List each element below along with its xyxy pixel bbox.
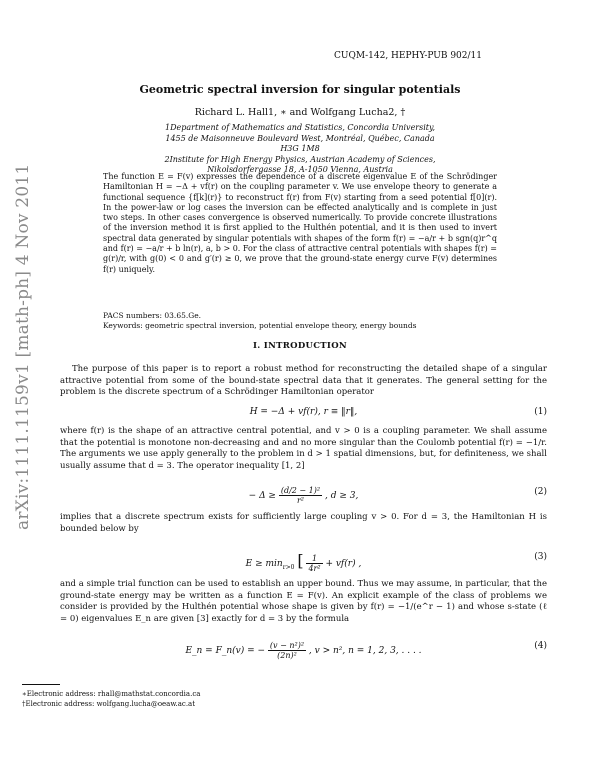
- paragraph-1: The purpose of this paper is to report a robust method for reconstructing the detailed shape of a singular attractive potential from some of the bound-state spectral data that it generates. The general setting for the problem is the discrete spectrum of a Schrödinger Hamiltonian operator: [60, 364, 547, 397]
- affiliation-2: 2Institute for High Energy Physics, Austrian Academy of Sciences, Nikolsdorfergasse 18, A-1050 Vienna, Austria: [164, 154, 436, 174]
- pacs-numbers: PACS numbers: 03.65.Ge.: [103, 311, 202, 320]
- paragraph-2: where f(r) is the shape of an attractive central potential, and v > 0 is a coupling parameter. We shall assume that the potential is monotone non-decreasing and and no more singular than the Coulomb potential f(r) = −1/r. The arguments we use apply generally to the problem in d > 1 spatial dimensions, but, for definiteness, we shall usually assume that d = 3. The operator inequality [1, 2]: [60, 426, 547, 471]
- equation-4: [60, 635, 547, 663]
- equation-2: [60, 479, 547, 509]
- equation-1-body: H = −Δ + vf(r), r ≡ ‖r‖,: [249, 407, 358, 417]
- equation-3: [60, 544, 547, 574]
- abstract: The function E = F(v) expresses the dependence of a discrete eigenvalue E of the Schrödinger Hamiltonian H = −Δ + vf(r) on the coupling parameter v. We use envelope theory to generate a functional sequence {f[k](r)} to reconstruct f(r) from F(v) starting from a seed potential f[0](r). In the power-law or log cases the inversion can be effected analytically and is complete in just two steps. In other cases convergence is observed numerically. To provide concrete illustrations of the inversion method it is first applied to the Hulthén potential, and it is then used to invert spectral data generated by singular potentials with shapes of the form f(r) = −a/r + b sgn(q)r^q and f(r) = −a/r + b ln(r), a, b > 0. For the class of attractive central potentials with shapes f(r) = g(r)/r, with g(0) < 0 and g′(r) ≥ 0, we prove that the ground-state energy curve F(v) determines f(r) uniquely.: [103, 172, 497, 274]
- keywords: Keywords: geometric spectral inversion, potential envelope theory, energy bounds: [103, 321, 417, 330]
- equation-4-right: , v > n², n = 1, 2, 3, . . . .: [308, 646, 422, 656]
- equation-4-left: E_n = F_n(v) = −: [185, 646, 266, 656]
- equation-1: [60, 407, 547, 421]
- equation-2-number: (2): [534, 487, 547, 497]
- report-number: CUQM-142, HEPHY-PUB 902/11: [334, 51, 482, 61]
- equation-2-numerator: (d/2 − 1)²: [280, 486, 321, 495]
- equation-2-fraction: [279, 486, 322, 505]
- equation-4-denominator: (2n)²: [277, 651, 297, 660]
- footnote-1: ∗Electronic address: rhall@mathstat.concordia.ca: [22, 690, 201, 698]
- footnote-rule: [22, 684, 60, 685]
- paragraph-4: and a simple trial function can be used to establish an upper bound. Thus we may assume, in particular, that the ground-state energy may be written as a function E = F(v). An explicit example of the class of problems we consider is provided by the Hulthén potential whose shape is given by f(r) = −1/(e^r − 1) and whose s-state (ℓ = 0) eigenvalues E_n are given [3] exactly for d = 3 by the formula: [60, 579, 547, 624]
- equation-3-right: + vf(r) ,: [325, 559, 362, 569]
- equation-3-fraction: [306, 554, 322, 573]
- section-heading: I. INTRODUCTION: [253, 341, 347, 351]
- equation-2-right: , d ≥ 3,: [324, 491, 359, 501]
- equation-3-number: (3): [534, 552, 547, 562]
- equation-2-denominator: r²: [296, 496, 304, 505]
- equation-3-subscript: r>0: [282, 563, 295, 571]
- equation-4-number: (4): [534, 641, 547, 651]
- equation-3-left: E ≥ min: [245, 559, 283, 569]
- paragraph-3: implies that a discrete spectrum exists for sufficiently large coupling v > 0. For d = 3, the Hamiltonian H is bounded below by: [60, 512, 547, 534]
- affiliations: [160, 123, 440, 176]
- equation-3-bracket-open: [: [297, 551, 304, 570]
- equation-4-numerator: (v − n²)²: [269, 641, 305, 650]
- equation-2-left: − Δ ≥: [248, 491, 276, 501]
- affiliation-1: 1Department of Mathematics and Statistics, Concordia University, 1455 de Maisonneuve Boulevard West, Montréal, Québec, Canada H3G 1M8: [164, 123, 436, 153]
- equation-4-fraction: [268, 641, 306, 660]
- arxiv-stamp: arXiv:1111.1159v1 [math-ph] 4 Nov 2011: [13, 163, 33, 530]
- equation-1-number: (1): [534, 407, 547, 417]
- paper-title: Geometric spectral inversion for singular potentials: [139, 83, 461, 96]
- author-list: Richard L. Hall1, ∗ and Wolfgang Lucha2, †: [194, 107, 406, 118]
- equation-3-denominator: 4r²: [308, 564, 321, 573]
- footnote-2: †Electronic address: wolfgang.lucha@oeaw.ac.at: [22, 700, 196, 708]
- equation-3-numerator: 1: [306, 554, 322, 564]
